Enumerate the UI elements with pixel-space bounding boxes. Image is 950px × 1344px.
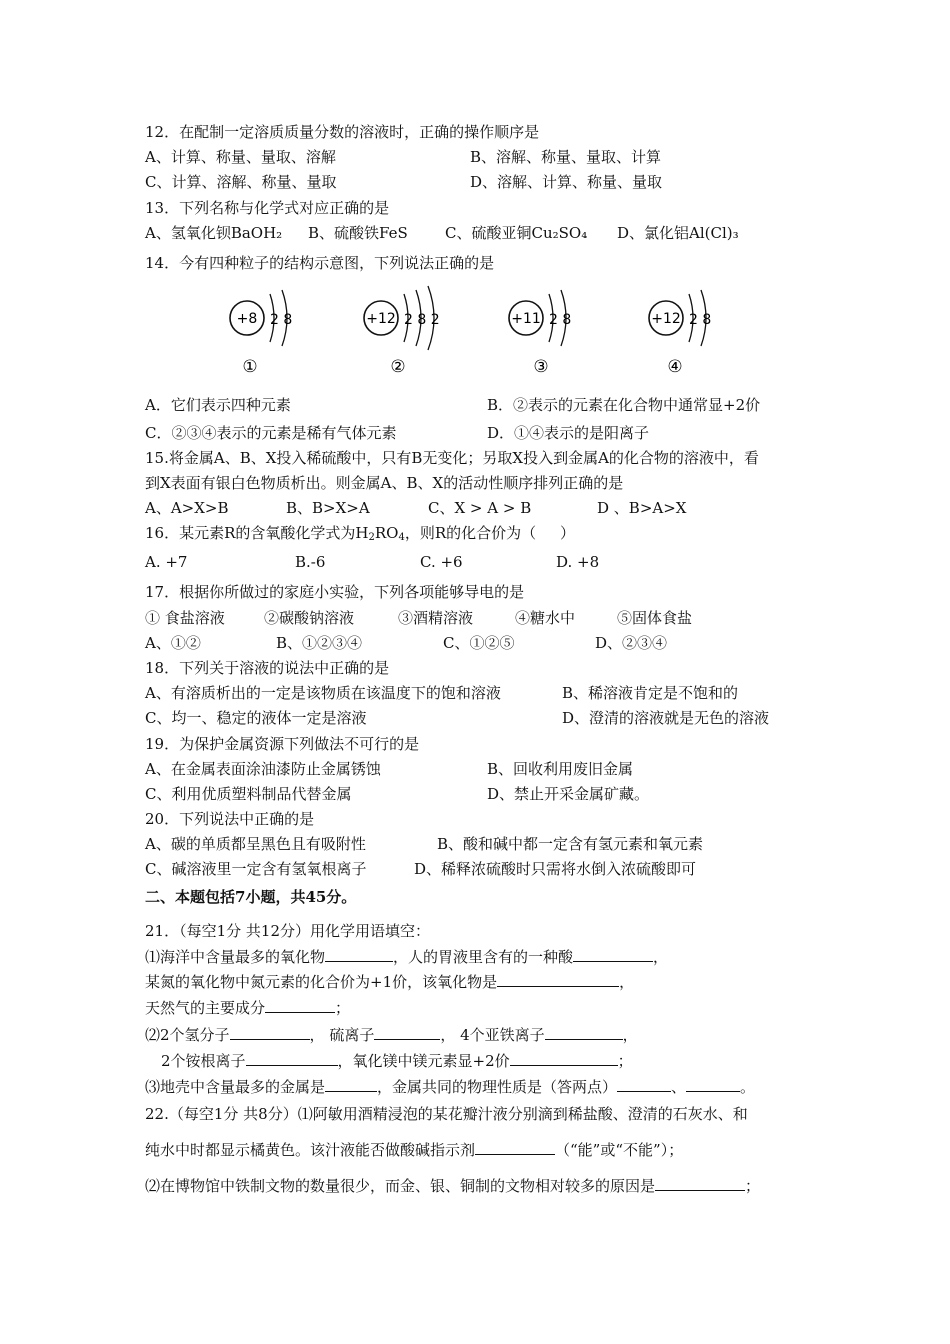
q21-line2-text-a: 某氮的氧化物中氮元素的化合价为+1价，该氧化物是 [145,973,498,991]
q15-stem-line2: 到X表面有银白色物质析出。则金属A、B、X的活动性顺序排列正确的是 [145,474,624,492]
q18-option-b: B、稀溶液肯定是不饱和的 [562,684,739,702]
q13-option-b: B、硫酸铁FeS [308,224,408,242]
q21-line4-text-b: ， 硫离子 [309,1026,375,1044]
q15-stem-line1: 15.将金属A、B、X投入稀硫酸中，只有B无变化；另取X投入到金属A的化合物的溶液中，看 [145,449,759,467]
atom-diagram-4 [645,282,755,382]
atom-4-nucleus: +12 [651,311,681,327]
q14-option-a: A．它们表示四种元素 [145,396,291,414]
q14-stem: 14．今有四种粒子的结构示意图，下列说法正确的是 [145,254,495,272]
q18-stem: 18．下列关于溶液的说法中正确的是 [145,659,390,677]
q16-option-c: C. +6 [420,553,463,571]
q13-stem: 13．下列名称与化学式对应正确的是 [145,199,390,217]
atom-1-label: ① [242,357,258,377]
q21-line1-text-c: ， [653,948,669,966]
q21-line-4 [145,1024,638,1046]
q21-line1-text-a: ⑴海洋中含量最多的氧化物 [145,948,326,966]
q21-line5-text-a: 2个铵根离子 [161,1052,246,1070]
q21-line4-text-a: ⑵2个氢分子 [145,1026,230,1044]
q18-option-c: C、均一、稳定的液体一定是溶液 [145,709,367,727]
q16-stem: 16．某元素R的含氧酸化学式为$H_2RO_4$，则R的化合价为（ ） [145,524,575,543]
answer-blank-ammonium-ions[interactable] [246,1051,338,1066]
q20-option-d: D、稀释浓硫酸时只需将水倒入浓硫酸即可 [414,860,697,878]
q19-option-c: C、利用优质塑料制品代替金属 [145,785,352,803]
atom-1-nucleus: +8 [236,311,258,327]
answer-blank-stomach-acid[interactable] [573,947,653,962]
answer-blank-magnesium-valence[interactable] [510,1051,618,1066]
q20-option-a: A、碳的单质都呈黑色且有吸附性 [145,835,366,853]
q21-line5-text-c: ； [617,1052,633,1070]
q17-item-5: ⑤固体食盐 [617,609,693,627]
q18-option-d: D、澄清的溶液就是无色的溶液 [562,709,770,727]
atom-2-shells: 2 8 2 [404,312,440,328]
section-2-heading: 二、本题包括7小题，共45分。 [145,888,357,906]
q20-option-c: C、碱溶液里一定含有氢氧根离子 [145,860,367,878]
q22-line2-text-b: （“能”或“不能”）； [555,1141,684,1159]
answer-blank-natural-gas[interactable] [265,998,335,1013]
q21-line-2 [145,971,634,993]
q21-line5-text-b: ，氧化镁中镁元素显+2价 [337,1052,510,1070]
q15-option-d: D 、B>A>X [597,499,687,517]
q21-line4-text-c: ， 4个亚铁离子 [440,1026,545,1044]
atom-diagram-3 [505,282,615,382]
q21-line3-text-b: ； [335,999,351,1017]
atom-3-nucleus: +11 [511,311,541,327]
q21-line-1 [145,946,668,968]
q12-option-a: A、计算、称量、量取、溶解 [145,148,336,166]
q17-option-a: A、①② [145,634,201,652]
answer-blank-museum-reason[interactable] [655,1176,745,1191]
q22-line3-text-a: ⑵在博物馆中铁制文物的数量很少，而金、银、铜制的文物相对较多的原因是 [145,1177,656,1195]
q17-stem: 17．根据你所做过的家庭小实验，下列各项能够导电的是 [145,583,525,601]
answer-blank-sulfide-ion[interactable] [374,1025,440,1040]
q13-option-c: C、硫酸亚铜Cu₂SO₄ [445,224,588,242]
atom-4-shells: 2 8 [689,312,712,328]
q20-stem: 20．下列说法中正确的是 [145,810,315,828]
q22-line-2 [145,1139,683,1161]
q21-stem: 21．（每空1分 共12分）用化学用语填空： [145,922,430,940]
q21-line-3 [145,997,350,1019]
q22-line2-text-a: 纯水中时都显示橘黄色。该汁液能否做酸碱指示剂 [145,1141,476,1159]
q15-option-c: C、X > A > B [428,499,532,517]
q13-option-d: D、氯化铝Al(Cl)₃ [617,224,739,242]
answer-blank-crust-metal[interactable] [325,1077,377,1092]
q19-option-a: A、在金属表面涂油漆防止金属锈蚀 [145,760,381,778]
answer-blank-physical-property-1[interactable] [617,1077,671,1092]
q21-line2-text-b: ， [619,973,635,991]
q22-line3-text-b: ； [745,1177,761,1195]
q17-item-2: ②碳酸钠溶液 [264,609,355,627]
q22-line-3 [145,1175,760,1197]
answer-blank-indicator[interactable] [475,1140,555,1155]
q21-line4-text-d: ， [622,1026,638,1044]
atom-3-label: ③ [533,357,549,377]
q17-option-c: C、①②⑤ [443,634,515,652]
atom-diagram-2 [360,282,470,382]
q21-line-5 [161,1050,633,1072]
answer-blank-physical-property-2[interactable] [686,1077,740,1092]
q13-option-a: A、氢氧化钡BaOH₂ [145,224,283,242]
answer-blank-nitrogen-oxide[interactable] [497,972,619,987]
q18-option-a: A、有溶质析出的一定是该物质在该温度下的饱和溶液 [145,684,501,702]
q14-option-d: D．①④表示的是阳离子 [487,424,650,442]
answer-blank-hydrogen-molecules[interactable] [230,1025,310,1040]
q12-option-d: D、溶解、计算、称量、量取 [470,173,663,191]
atom-3-shells: 2 8 [549,312,572,328]
q17-item-1: ① 食盐溶液 [145,609,225,627]
answer-blank-ocean-oxide[interactable] [325,947,393,962]
q12-stem: 12．在配制一定溶质质量分数的溶液时，正确的操作顺序是 [145,123,540,141]
q12-option-b: B、溶解、称量、量取、计算 [470,148,662,166]
q14-option-b: B．②表示的元素在化合物中通常显+2价 [487,396,761,414]
q21-line1-text-b: ，人的胃液里含有的一种酸 [393,948,574,966]
q14-option-c: C．②③④表示的元素是稀有气体元素 [145,424,397,442]
q21-line6-text-d: 。 [740,1078,756,1096]
q15-option-a: A、A>X>B [145,499,229,517]
q16-option-a: A. +7 [145,553,188,571]
q19-option-d: D、禁止开采金属矿藏。 [487,785,650,803]
q15-option-b: B、B>X>A [286,499,370,517]
q16-option-b: B.-6 [295,553,326,571]
q19-stem: 19．为保护金属资源下列做法不可行的是 [145,735,420,753]
q21-line-6 [145,1076,755,1098]
atom-2-label: ② [390,357,406,377]
q22-line-1: 22.（每空1分 共8分）⑴阿敏用酒精浸泡的某花瓣汁液分别滴到稀盐酸、澄清的石灰水、和 [145,1105,748,1123]
q21-line6-text-b: ，金属共同的物理性质是（答两点） [377,1078,618,1096]
q21-line6-text-a: ⑶地壳中含量最多的金属是 [145,1078,326,1096]
q17-option-d: D、②③④ [595,634,668,652]
q19-option-b: B、回收利用废旧金属 [487,760,634,778]
q17-option-b: B、①②③④ [276,634,363,652]
answer-blank-ferrous-ions[interactable] [545,1025,623,1040]
atom-2-nucleus: +12 [366,311,396,327]
q21-line3-text-a: 天然气的主要成分 [145,999,266,1017]
atom-4-label: ④ [667,357,683,377]
atom-diagram-1 [226,282,336,382]
q12-option-c: C、计算、溶解、称量、量取 [145,173,337,191]
q17-item-4: ④糖水中 [515,609,576,627]
q20-option-b: B、酸和碱中都一定含有氢元素和氧元素 [437,835,704,853]
q17-item-3: ③酒精溶液 [398,609,474,627]
q16-option-d: D. +8 [556,553,600,571]
atom-1-shells: 2 8 [270,312,293,328]
q21-line6-text-c: 、 [671,1078,687,1096]
